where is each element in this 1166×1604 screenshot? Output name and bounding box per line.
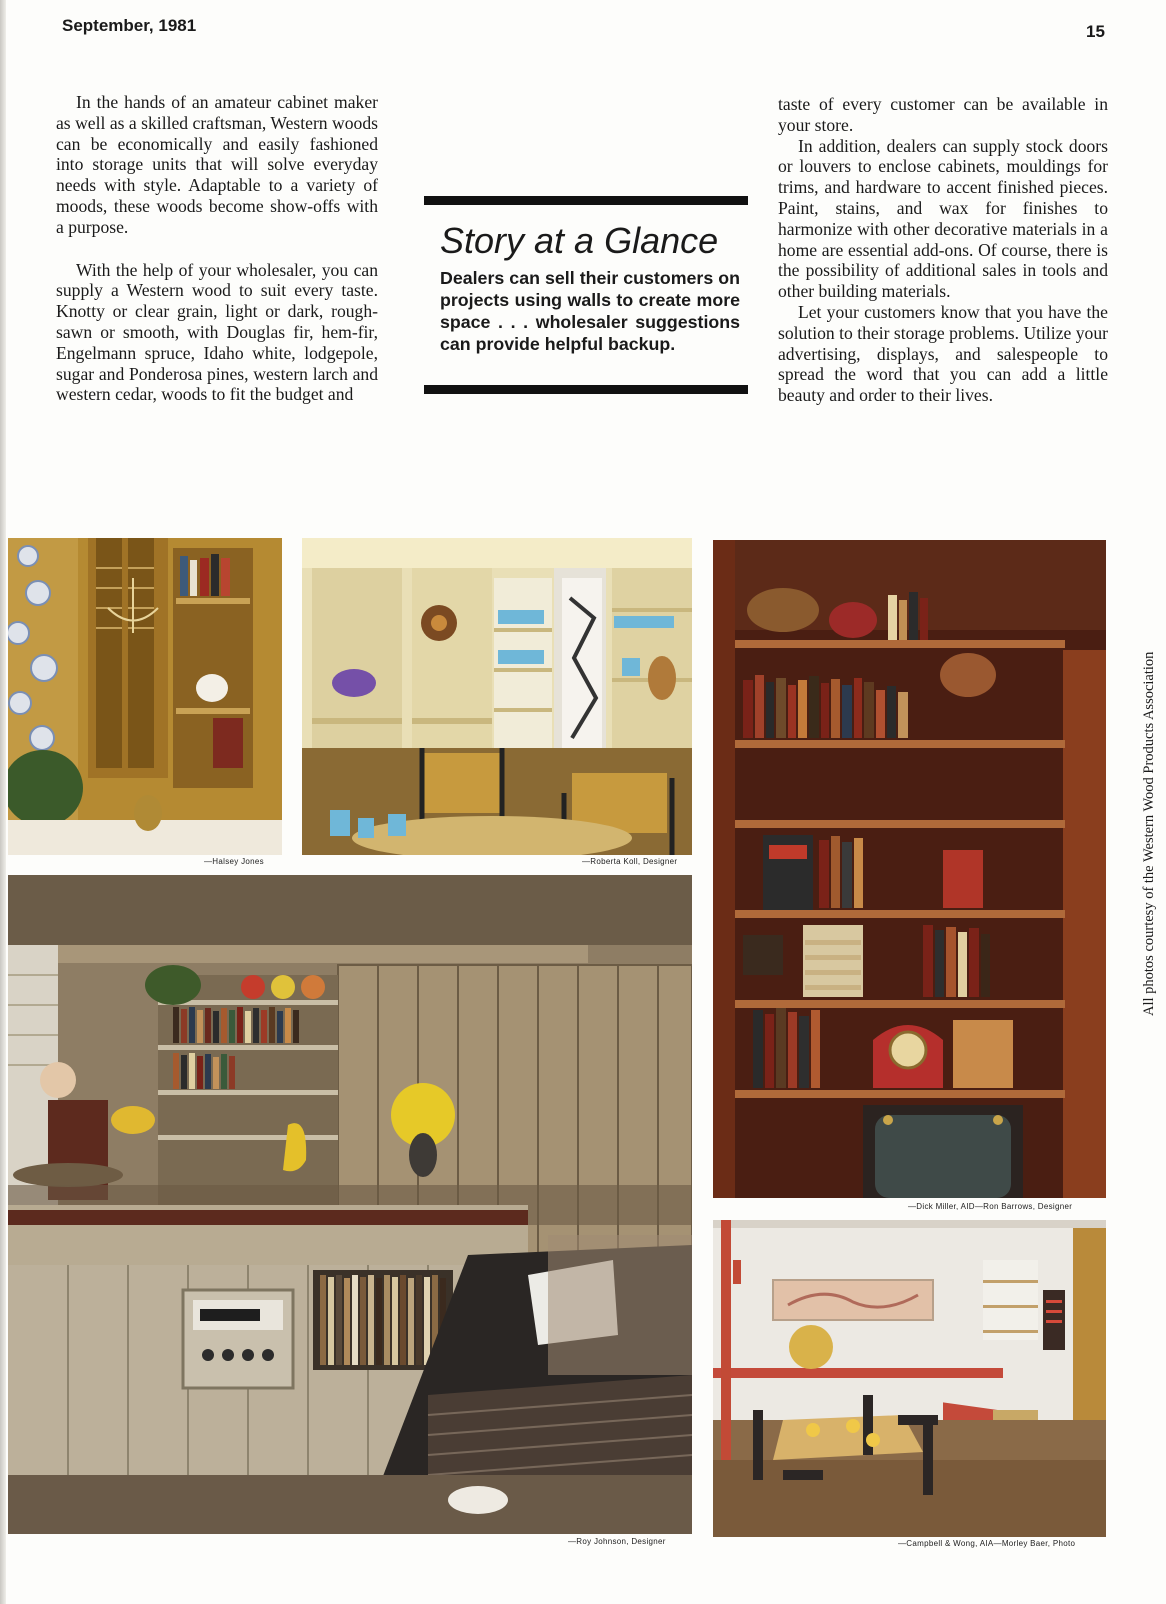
divider-top bbox=[424, 196, 748, 205]
page-number: 15 bbox=[1086, 22, 1105, 41]
paragraph: taste of every customer can be available in your store. bbox=[778, 94, 1108, 135]
page-edge bbox=[0, 0, 6, 1604]
glance-body: Dealers can sell their customers on projects using walls to create more space . . . wholesaler suggestions can provide helpful backup. bbox=[440, 268, 740, 354]
article-column-left bbox=[56, 92, 378, 405]
paragraph: In the hands of an amateur cabinet maker as well as a skilled craftsman, Western woods can be economically and easily fashioned into storage units that will solve everyday needs with style. Adaptable to a variety of moods, these woods become show-offs with a purpose. bbox=[56, 92, 378, 237]
photo-credit: —Roy Johnson, Designer bbox=[568, 1537, 666, 1546]
photo-bookshelves-tv bbox=[713, 540, 1106, 1198]
photo-credit: —Dick Miller, AID—Ron Barrows, Designer bbox=[908, 1202, 1073, 1211]
divider-bottom bbox=[424, 385, 748, 394]
photo-dining-nook bbox=[8, 538, 282, 855]
photo-shelving-room bbox=[302, 538, 692, 855]
paragraph: In addition, dealers can supply stock doors or louvers to enclose cabinets, mouldings for trims, and hardware to accent finished pieces. Paint, stains, and wax for finishes to harmonize with other decorative materials in a home are essential add-ons. Of course, there is the possibility of additional sales in tools and other building materials. bbox=[778, 135, 1108, 302]
photo-credit: —Halsey Jones bbox=[204, 857, 264, 866]
glance-title: Story at a Glance bbox=[440, 220, 719, 261]
paragraph: With the help of your wholesaler, you can supply a Western wood to suit every taste. Knotty or clear grain, light or dark, rough-sawn or smooth, with Douglas fir, hem-fir, Engelmann spruce, Idaho white, lodgepole, sugar and Ponderosa pines, western larch and western cedar, woods to fit the budget and bbox=[56, 259, 378, 405]
photo-dining-room bbox=[713, 1220, 1106, 1537]
article-column-right bbox=[778, 94, 1108, 406]
story-at-a-glance-box bbox=[424, 196, 748, 394]
photo-courtesy-caption: All photos courtesy of the Western Wood Products Association bbox=[1141, 651, 1157, 1016]
photo-credit: —Roberta Koll, Designer bbox=[582, 857, 678, 866]
issue-date: September, 1981 bbox=[62, 16, 197, 35]
photo-family-room bbox=[8, 875, 692, 1534]
photo-credit: —Campbell & Wong, AIA—Morley Baer, Photo bbox=[898, 1539, 1076, 1548]
paragraph: Let your customers know that you have the solution to their storage problems. Utilize your advertising, displays, and salespeople to spread the word that you can add a little beauty and order to their lives. bbox=[778, 301, 1108, 406]
